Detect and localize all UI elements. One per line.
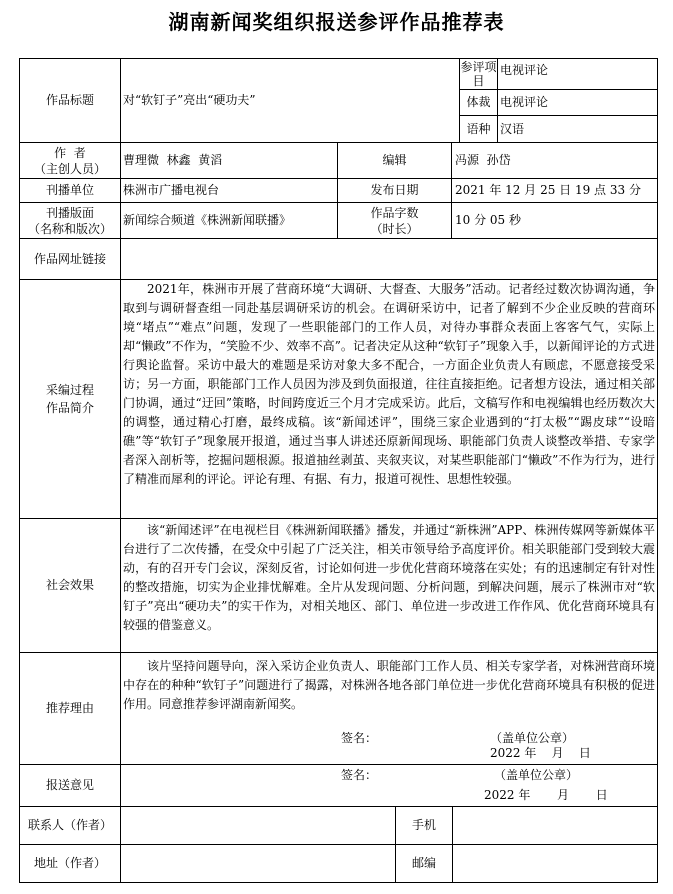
length-label [338, 203, 451, 238]
author-label-line2: （主创人员） [33, 161, 106, 176]
publisher-value: 株洲市广播电视台 [123, 183, 220, 197]
opinion-sign: 签名： [341, 768, 378, 782]
phone-label: 手机 [411, 818, 436, 832]
author-label-line1: 作 者 [54, 145, 86, 160]
effect-text: 该“新闻述评”在电视栏目《株洲新闻联播》播发，并通过“新株洲”APP、株洲传媒网等新媒体平台进行了二次传播，在受众中引起了广泛关注，相关市领导给予高度评价。相关职能部门受到较大震动，有的召开专门会议，深刻反省，讨论如何进一步优化营商环境落在实处；有的迅速制定有针对性的整改措施，切实为企业排忧解难。全片从发现问题、分析问题，到解决问题，展示了株洲市对“软钉子”亮出“硬功夫”的实干作为，对相关地区、部门、单位进一步改进工作作风、优化营商环境具有较强的借鉴意义。 [123, 523, 655, 632]
postcode-value[interactable] [455, 845, 655, 882]
url-value[interactable] [123, 239, 655, 279]
effect-label: 社会效果 [45, 578, 94, 592]
contact-label: 联系人（作者） [27, 818, 112, 832]
publish-date-label: 发布日期 [370, 183, 419, 197]
form-title: 湖南新闻奖组织报送参评作品推荐表 [168, 10, 505, 34]
author-label [20, 143, 120, 178]
address-label: 地址（作者） [33, 856, 106, 870]
publish-date-value: 2021 年 12 月 25 日 19 点 33 分 [455, 183, 641, 197]
process-label-line2: 作品简介 [45, 401, 94, 415]
genre-label: 体裁 [466, 95, 491, 109]
author-value: 曹理微 林鑫 黄滔 [123, 153, 223, 167]
url-label: 作品网址链接 [33, 251, 106, 266]
category-value: 电视评论 [500, 63, 549, 77]
work-title-value: 对“软钉子”亮出“硬功夫” [123, 93, 256, 107]
layout-label-line1: 刊播版面 [45, 205, 94, 220]
postcode-label: 邮编 [411, 856, 436, 870]
layout-label-line2: （名称和版次） [27, 221, 112, 236]
process-label-line1: 采编过程 [45, 383, 94, 397]
genre-value: 电视评论 [500, 95, 549, 109]
publisher-label: 刊播单位 [45, 183, 94, 197]
reason-sign: 签名： [341, 731, 378, 745]
process-label [20, 280, 120, 518]
opinion-seal: （盖单位公章） [494, 768, 579, 782]
language-value: 汉语 [500, 121, 525, 136]
reason-seal: （盖单位公章） [490, 731, 575, 745]
reason-text: 该片坚持问题导向，深入采访企业负责人、职能部门工作人员、相关专家学者，对株洲营商环境中存在的种种“软钉子”问题进行了揭露，对株洲各地各部门单位进一步优化营商环境具有积极的促进作用。同意推荐参评湖南新闻奖。 [123, 659, 655, 711]
phone-value[interactable] [455, 807, 655, 844]
length-label-line1: 作品字数 [370, 205, 419, 220]
reason-label: 推荐理由 [45, 701, 94, 715]
language-label: 语种 [466, 121, 491, 136]
category-label: 参评项目 [460, 60, 497, 88]
opinion-date: 2022 年 月 日 [484, 788, 608, 802]
length-label-line2: （时长） [370, 221, 419, 236]
process-text: 2021年，株洲市开展了营商环境“大调研、大督查、大服务”活动。记者经过数次协调沟通，争取到与调研督查组一同赴基层调研采访的机会。在调研采访中，记者了解到不少企业反映的营商环境“堵点”“难点”问题，发现了一些职能部门的工作人员，对待办事群众表面上客客气气，实际上却“懒政”不作为，“笑脸不少、效率不高”。记者决定从这种“软钉子”现象入手，以新闻评论的方式进行舆论监督。采访中最大的难题是采访对象大多不配合，一方面企业负责人有顾虑，不愿意接受采访；另一方面，职能部门工作人员因为涉及到负面报道，往往直接拒绝。记者想方设法，通过相关部门协调，通过“迂回”策略，时间跨度近三个月才完成采访。此后，文稿写作和电视编辑也经历数次大的调整，通过精心打磨，最终成稿。该“新闻述评”，围绕三家企业遇到的“打太极”“踢皮球”“设暗礁”等“软钉子”现象展开报道，通过当事人讲述还原新闻现场、职能部门负责人谈整改举措、专家学者深入剖析等，挖掘问题根源。报道抽丝剥茧、夹叙夹议，对某些职能部门“懒政”不作为行为，进行了精准而犀利的评论。评论有理、有据、有力，报道可视性、思想性较强。 [123, 282, 655, 486]
address-value[interactable] [123, 845, 394, 882]
reason-date: 2022 年 月 日 [490, 746, 591, 760]
length-value: 10 分 05 秒 [455, 213, 521, 227]
layout-label [20, 203, 120, 238]
work-title-label: 作品标题 [45, 93, 94, 107]
layout-value: 新闻综合频道《株洲新闻联播》 [123, 213, 292, 227]
editor-value: 冯源 孙岱 [455, 153, 511, 167]
editor-label: 编辑 [382, 153, 407, 167]
opinion-label: 报送意见 [45, 778, 94, 792]
contact-value[interactable] [123, 807, 394, 844]
